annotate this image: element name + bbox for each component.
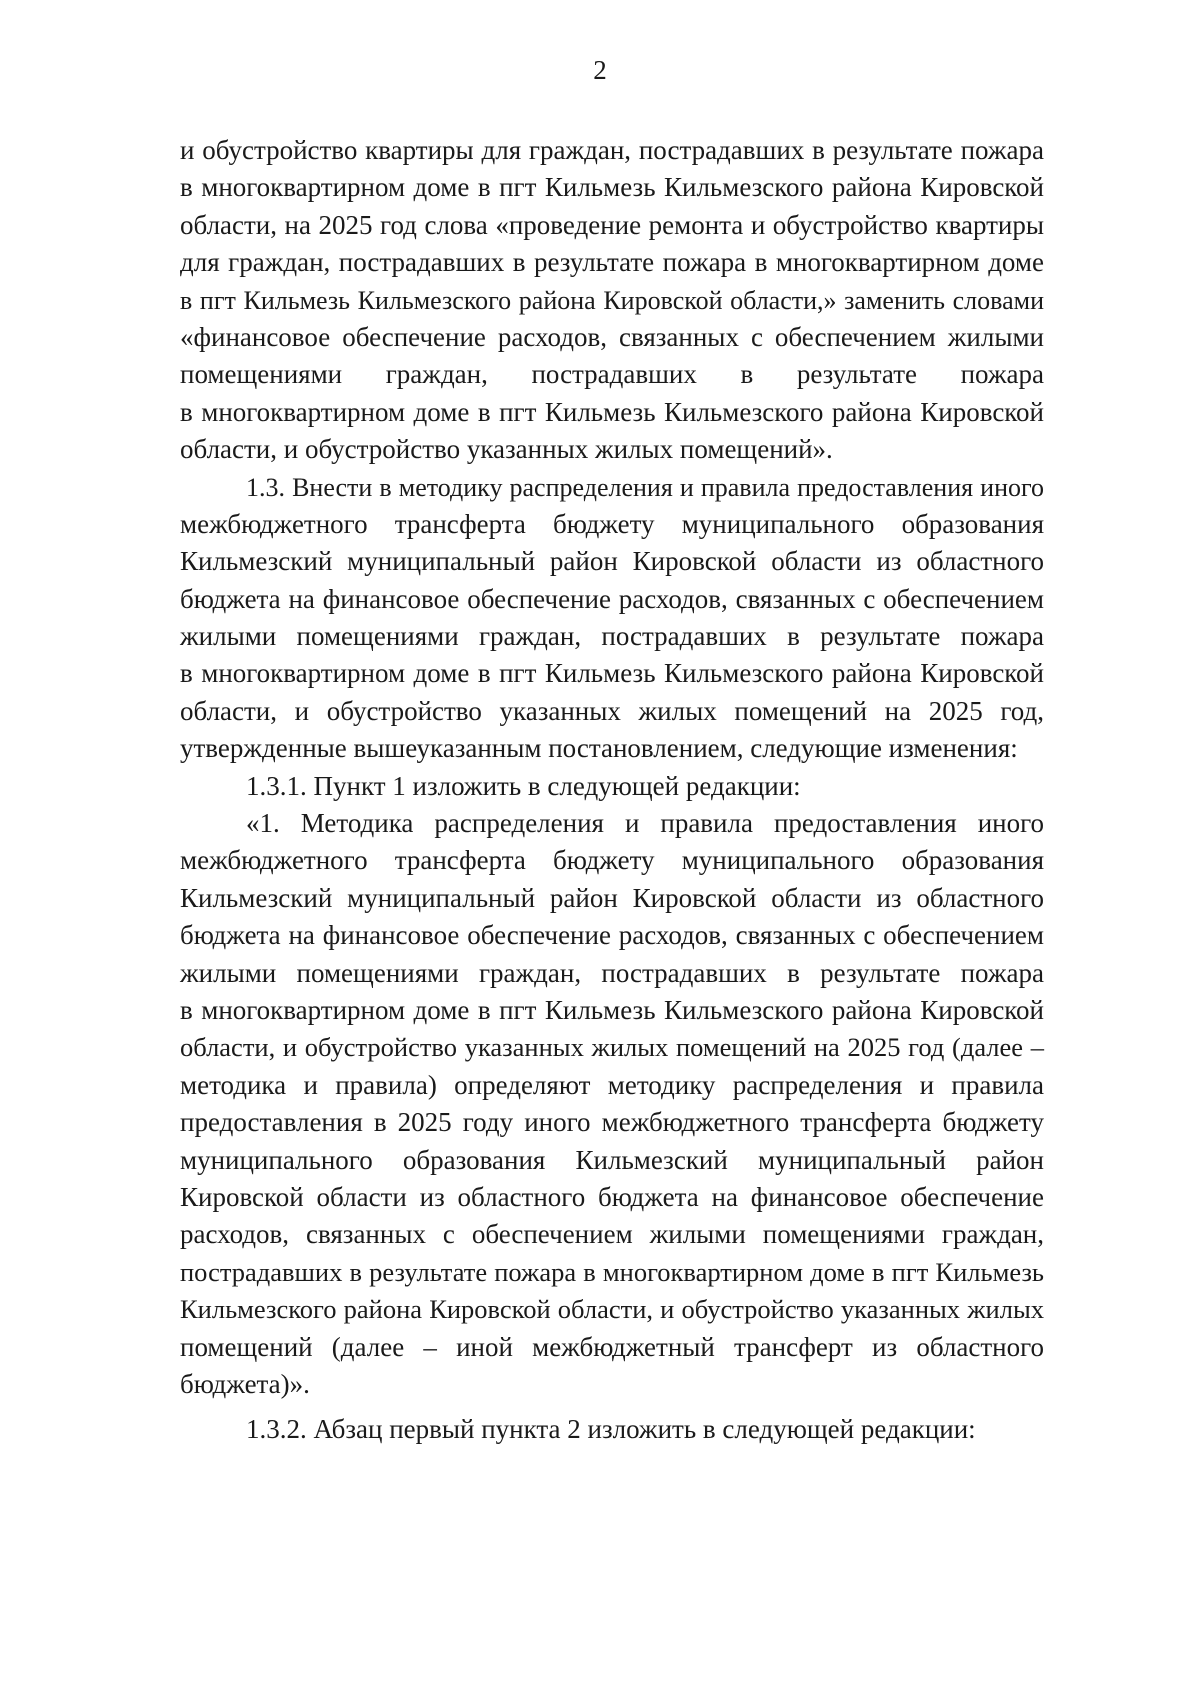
paragraph-first-line: 1.3.2. Абзац первый пункта 2 изложить в следующей редакции: — [246, 1414, 976, 1445]
text-line: расходов, связанных с обеспечением жилыми помещениями граждан, — [180, 1219, 1044, 1250]
text-line: в пгт Кильмезь Кильмезского района Кировской области,» заменить словами — [180, 285, 1044, 315]
text-line: для граждан, пострадавших в результате пожара в многоквартирном доме — [180, 247, 1044, 278]
text-line: в многоквартирном доме в пгт Кильмезь Кильмезского района Кировской — [180, 396, 1044, 427]
text-line: бюджета на финансовое обеспечение расходов, связанных с обеспечением — [180, 583, 1044, 614]
page-number: 2 — [593, 55, 607, 85]
text-line: межбюджетного трансферта бюджету муниципального образования — [180, 845, 1044, 876]
text-line: помещениями граждан, пострадавших в результате пожара — [180, 359, 1044, 390]
paragraph-first-line: «1. Методика распределения и правила предоставления иного — [246, 808, 1044, 839]
text-line: и обустройство квартиры для граждан, пострадавших в результате пожара — [180, 135, 1044, 165]
text-line: в многоквартирном доме в пгт Кильмезь Кильмезского района Кировской — [180, 658, 1044, 689]
text-line: помещений (далее – иной межбюджетный трансферт из областного — [180, 1331, 1044, 1362]
text-line: области, и обустройство указанных жилых помещений». — [180, 434, 833, 465]
text-line: бюджета на финансовое обеспечение расходов, связанных с обеспечением — [180, 920, 1044, 951]
text-line: Кировской области из областного бюджета на финансовое обеспечение — [180, 1181, 1044, 1212]
text-line: муниципального образования Кильмезский муниципальный район — [180, 1144, 1044, 1175]
text-line: методика и правила) определяют методику распределения и правила — [180, 1069, 1044, 1100]
text-line: «финансовое обеспечение расходов, связанных с обеспечением жилыми — [180, 321, 1044, 352]
text-line: предоставления в 2025 году иного межбюджетного трансферта бюджету — [180, 1107, 1044, 1138]
text-line: пострадавших в результате пожара в многоквартирном доме в пгт Кильмезь — [180, 1256, 1044, 1287]
text-line: области, на 2025 год слова «проведение ремонта и обустройство квартиры — [180, 209, 1044, 240]
text-line: в многоквартирном доме в пгт Кильмезь Кильмезского района Кировской — [180, 994, 1044, 1025]
text-line: в многоквартирном доме в пгт Кильмезь Кильмезского района Кировской — [180, 172, 1044, 203]
text-line: бюджета)». — [180, 1368, 310, 1399]
text-line: жилыми помещениями граждан, пострадавших в результате пожара — [180, 621, 1044, 652]
text-line: межбюджетного трансферта бюджету муниципального образования — [180, 508, 1044, 539]
text-line: утвержденные вышеуказанным постановлением, следующие изменения: — [180, 733, 1018, 764]
text-line: жилыми помещениями граждан, пострадавших в результате пожара — [180, 957, 1044, 988]
paragraph-first-line: 1.3. Внести в методику распределения и правила предоставления иного — [246, 472, 1044, 502]
text-line: Кильмезский муниципальный район Кировской области из областного — [180, 546, 1044, 577]
document-body — [180, 132, 1044, 1449]
text-line: области, и обустройство указанных жилых помещений на 2025 год, — [180, 695, 1044, 726]
text-line: Кильмезского района Кировской области, и обустройство указанных жилых — [180, 1294, 1044, 1325]
text-line: Кильмезский муниципальный район Кировской области из областного — [180, 882, 1044, 913]
paragraph-first-line: 1.3.1. Пункт 1 изложить в следующей редакции: — [246, 770, 801, 801]
text-line: области, и обустройство указанных жилых помещений на 2025 год (далее – — [180, 1032, 1044, 1063]
